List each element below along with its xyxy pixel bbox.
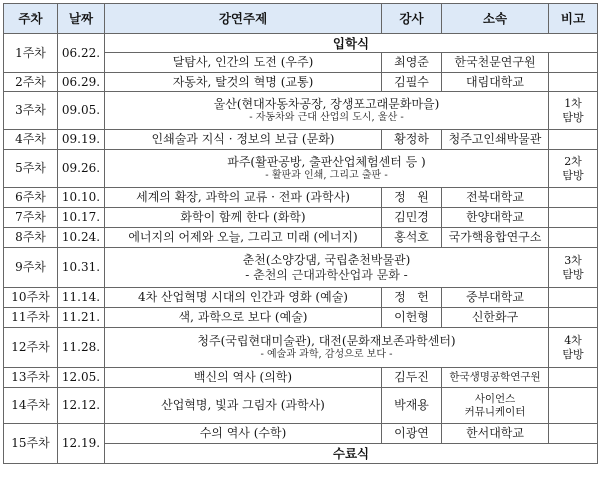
date-cell: 11.28. bbox=[58, 328, 105, 368]
week-cell: 9주차 bbox=[4, 248, 58, 288]
field-trip-cell bbox=[105, 328, 549, 368]
affiliation-cell: 한국생명공학연구원 bbox=[442, 368, 549, 388]
note-trip-number: 3차 bbox=[564, 253, 582, 267]
lecture-schedule-table bbox=[3, 3, 598, 464]
date-cell: 09.26. bbox=[58, 150, 105, 188]
date-cell: 09.05. bbox=[58, 92, 105, 130]
affiliation-cell: 한양대학교 bbox=[442, 208, 549, 228]
schedule-table-container bbox=[3, 3, 597, 487]
field-trip-title: 청주(국립현대미술관), 대전(문화재보존과학센터) bbox=[197, 334, 456, 349]
note-cell bbox=[549, 53, 598, 73]
field-trip-subtitle: - 예술과 과학, 감성으로 보다 - bbox=[260, 348, 393, 360]
closing-ceremony: 수료식 bbox=[105, 444, 598, 464]
header-date: 날짜 bbox=[58, 4, 105, 34]
topic-cell: 자동차, 탈것의 혁명 (교통) bbox=[105, 73, 382, 92]
note-cell bbox=[549, 308, 598, 328]
table-row bbox=[4, 228, 598, 248]
week-cell: 15주차 bbox=[4, 424, 58, 464]
note-cell bbox=[549, 73, 598, 92]
speaker-cell: 이광연 bbox=[382, 424, 442, 444]
date-cell: 10.24. bbox=[58, 228, 105, 248]
week-cell: 14주차 bbox=[4, 388, 58, 424]
week-cell: 4주차 bbox=[4, 130, 58, 150]
speaker-cell: 김필수 bbox=[382, 73, 442, 92]
date-cell: 11.21. bbox=[58, 308, 105, 328]
field-trip-subtitle: - 춘천의 근대과학산업과 문화 - bbox=[245, 267, 408, 282]
note-trip-label: 탐방 bbox=[562, 110, 584, 124]
week-cell: 10주차 bbox=[4, 288, 58, 308]
note-trip-number: 2차 bbox=[564, 154, 582, 168]
topic-cell: 세계의 확장, 과학의 교류 · 전파 (과학사) bbox=[105, 188, 382, 208]
date-cell: 12.12. bbox=[58, 388, 105, 424]
header-affiliation: 소속 bbox=[442, 4, 549, 34]
affiliation-cell: 한국천문연구원 bbox=[442, 53, 549, 73]
note-cell bbox=[549, 424, 598, 444]
speaker-cell: 정 헌 bbox=[382, 288, 442, 308]
week-cell: 7주차 bbox=[4, 208, 58, 228]
speaker-cell: 김두진 bbox=[382, 368, 442, 388]
field-trip-title: 춘천(소양강댐, 국립춘천박물관) bbox=[242, 253, 411, 268]
date-cell: 10.31. bbox=[58, 248, 105, 288]
table-row bbox=[4, 188, 598, 208]
header-note: 비고 bbox=[549, 4, 598, 34]
date-cell: 06.22. bbox=[58, 34, 105, 73]
affiliation-cell bbox=[442, 388, 549, 424]
note-cell bbox=[549, 288, 598, 308]
week-cell: 1주차 bbox=[4, 34, 58, 73]
date-cell: 12.19. bbox=[58, 424, 105, 464]
affiliation-cell: 전북대학교 bbox=[442, 188, 549, 208]
table-row bbox=[4, 150, 598, 188]
date-cell: 11.14. bbox=[58, 288, 105, 308]
field-trip-cell bbox=[105, 92, 549, 130]
header-row bbox=[4, 4, 598, 34]
affiliation-cell: 청주고인쇄박물관 bbox=[442, 130, 549, 150]
week-cell: 8주차 bbox=[4, 228, 58, 248]
note-cell bbox=[549, 130, 598, 150]
speaker-cell: 정 원 bbox=[382, 188, 442, 208]
note-cell bbox=[549, 92, 598, 130]
note-cell bbox=[549, 248, 598, 288]
date-cell: 10.17. bbox=[58, 208, 105, 228]
speaker-cell: 박재용 bbox=[382, 388, 442, 424]
topic-cell: 화학이 함께 한다 (화학) bbox=[105, 208, 382, 228]
note-cell bbox=[549, 150, 598, 188]
table-row bbox=[4, 288, 598, 308]
table-row bbox=[4, 34, 598, 53]
note-cell bbox=[549, 388, 598, 424]
header-speaker: 강사 bbox=[382, 4, 442, 34]
note-trip-number: 4차 bbox=[564, 333, 582, 347]
table-row bbox=[4, 92, 598, 130]
header-week: 주차 bbox=[4, 4, 58, 34]
note-cell bbox=[549, 188, 598, 208]
date-cell: 10.10. bbox=[58, 188, 105, 208]
table-row bbox=[4, 368, 598, 388]
field-trip-cell bbox=[105, 248, 549, 288]
speaker-cell: 김민경 bbox=[382, 208, 442, 228]
speaker-cell: 이헌형 bbox=[382, 308, 442, 328]
note-trip-label: 탐방 bbox=[562, 347, 584, 361]
affiliation-cell: 중부대학교 bbox=[442, 288, 549, 308]
speaker-cell: 최영준 bbox=[382, 53, 442, 73]
date-cell: 09.19. bbox=[58, 130, 105, 150]
week-cell: 3주차 bbox=[4, 92, 58, 130]
topic-cell: 백신의 역사 (의학) bbox=[105, 368, 382, 388]
table-row bbox=[4, 73, 598, 92]
topic-cell: 에너지의 어제와 오늘, 그리고 미래 (에너지) bbox=[105, 228, 382, 248]
speaker-cell: 황정하 bbox=[382, 130, 442, 150]
week-cell: 2주차 bbox=[4, 73, 58, 92]
week-cell: 12주차 bbox=[4, 328, 58, 368]
affiliation-line-1: 사이언스 bbox=[474, 392, 516, 405]
topic-cell: 4차 산업혁명 시대의 인간과 영화 (예술) bbox=[105, 288, 382, 308]
affiliation-cell: 한서대학교 bbox=[442, 424, 549, 444]
affiliation-cell: 신한화구 bbox=[442, 308, 549, 328]
topic-cell: 색, 과학으로 보다 (예술) bbox=[105, 308, 382, 328]
topic-cell: 산업혁명, 빛과 그림자 (과학사) bbox=[105, 388, 382, 424]
week-cell: 6주차 bbox=[4, 188, 58, 208]
note-trip-label: 탐방 bbox=[562, 168, 584, 182]
week-cell: 11주차 bbox=[4, 308, 58, 328]
week-cell: 13주차 bbox=[4, 368, 58, 388]
note-cell bbox=[549, 368, 598, 388]
affiliation-cell: 국가핵융합연구소 bbox=[442, 228, 549, 248]
date-cell: 06.29. bbox=[58, 73, 105, 92]
affiliation-line-2: 커뮤니케이터 bbox=[464, 405, 526, 418]
note-cell bbox=[549, 328, 598, 368]
date-cell: 12.05. bbox=[58, 368, 105, 388]
affiliation-cell: 대림대학교 bbox=[442, 73, 549, 92]
field-trip-subtitle: - 자동차와 근대 산업의 도시, 울산 - bbox=[249, 111, 404, 123]
table-row bbox=[4, 308, 598, 328]
topic-cell: 인쇄술과 지식 · 정보의 보급 (문화) bbox=[105, 130, 382, 150]
note-trip-number: 1차 bbox=[564, 96, 582, 110]
note-trip-label: 탐방 bbox=[562, 267, 584, 281]
table-row bbox=[4, 424, 598, 444]
speaker-cell: 홍석호 bbox=[382, 228, 442, 248]
field-trip-title: 파주(활판공방, 출판산업체험센터 등 ) bbox=[227, 155, 426, 170]
table-row bbox=[4, 208, 598, 228]
table-row bbox=[4, 130, 598, 150]
table-row bbox=[4, 388, 598, 424]
week-cell: 5주차 bbox=[4, 150, 58, 188]
field-trip-cell bbox=[105, 150, 549, 188]
topic-cell: 수의 역사 (수학) bbox=[105, 424, 382, 444]
note-cell bbox=[549, 208, 598, 228]
header-topic: 강연주제 bbox=[105, 4, 382, 34]
table-row bbox=[4, 248, 598, 288]
note-cell bbox=[549, 228, 598, 248]
opening-ceremony: 입학식 bbox=[105, 34, 598, 53]
table-row bbox=[4, 328, 598, 368]
topic-cell: 달탐사, 인간의 도전 (우주) bbox=[105, 53, 382, 73]
field-trip-subtitle: - 활판과 인쇄, 그리고 출판 - bbox=[265, 169, 388, 181]
field-trip-title: 울산(현대자동차공장, 장생포고래문화마을) bbox=[213, 97, 440, 112]
